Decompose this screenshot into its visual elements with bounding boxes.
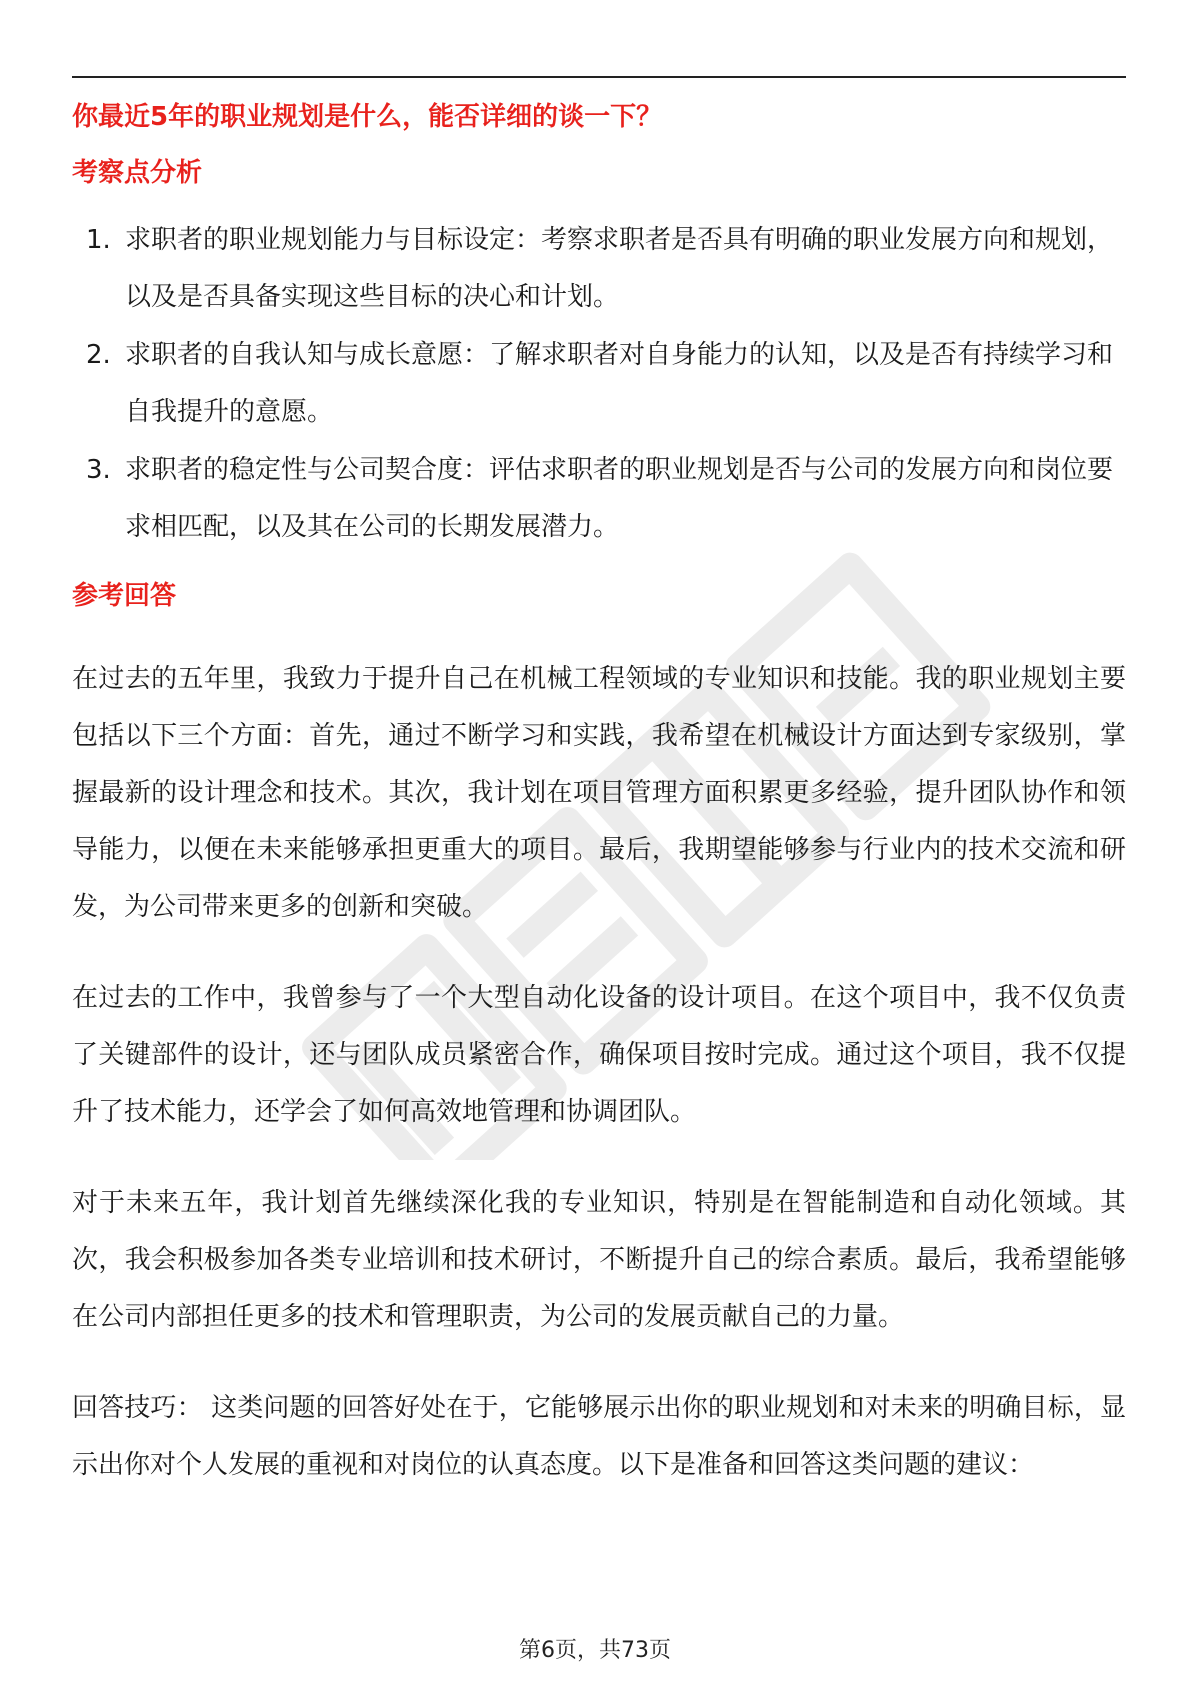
question-title: 你最近5年的职业规划是什么，能否详细的谈一下？ [72, 102, 663, 132]
list-item [72, 212, 1126, 326]
list-item-number: 2. [86, 340, 111, 370]
list-item-number: 1. [86, 225, 111, 255]
answer-heading: 参考回答 [72, 581, 177, 611]
analysis-points-list [72, 212, 1126, 556]
list-item-text: 求职者的稳定性与公司契合度：评估求职者的职业规划是否与公司的发展方向和岗位要求相匹配，以及其在公司的长期发展潜力。 [125, 455, 1114, 542]
list-item-text: 求职者的职业规划能力与目标设定：考察求职者是否具有明确的职业发展方向和规划，以及是否具备实现这些目标的决心和计划。 [125, 225, 1114, 312]
answer-paragraph: 对于未来五年，我计划首先继续深化我的专业知识，特别是在智能制造和自动化领域。其次，我会积极参加各类专业培训和技术研讨，不断提升自己的综合素质。最后，我希望能够在公司内部担任更多的技术和管理职责，为公司的发展贡献自己的力量。 [72, 1188, 1126, 1332]
answer-tips-paragraph: 回答技巧： 这类问题的回答好处在于，它能够展示出你的职业规划和对未来的明确目标，显示出你对个人发展的重视和对岗位的认真态度。以下是准备和回答这类问题的建议： [72, 1393, 1126, 1480]
page-content [72, 88, 1126, 1494]
list-item [72, 442, 1126, 556]
answer-paragraph: 在过去的五年里，我致力于提升自己在机械工程领域的专业知识和技能。我的职业规划主要包括以下三个方面：首先，通过不断学习和实践，我希望在机械设计方面达到专家级别，掌握最新的设计理念和技术。其次，我计划在项目管理方面积累更多经验，提升团队协作和领导能力，以便在未来能够承担更重大的项目。最后，我期望能够参与行业内的技术交流和研发，为公司带来更多的创新和突破。 [72, 664, 1126, 922]
page-number: 第6页，共73页 [519, 1638, 671, 1663]
list-item-text: 求职者的自我认知与成长意愿：了解求职者对自身能力的认知，以及是否有持续学习和自我提升的意愿。 [125, 340, 1114, 427]
top-divider [72, 76, 1126, 78]
analysis-heading: 考察点分析 [72, 158, 203, 188]
list-item [72, 327, 1126, 441]
list-item-number: 3. [86, 455, 111, 485]
answer-paragraph: 在过去的工作中，我曾参与了一个大型自动化设备的设计项目。在这个项目中，我不仅负责了关键部件的设计，还与团队成员紧密合作，确保项目按时完成。通过这个项目，我不仅提升了技术能力，还学会了如何高效地管理和协调团队。 [72, 983, 1126, 1127]
